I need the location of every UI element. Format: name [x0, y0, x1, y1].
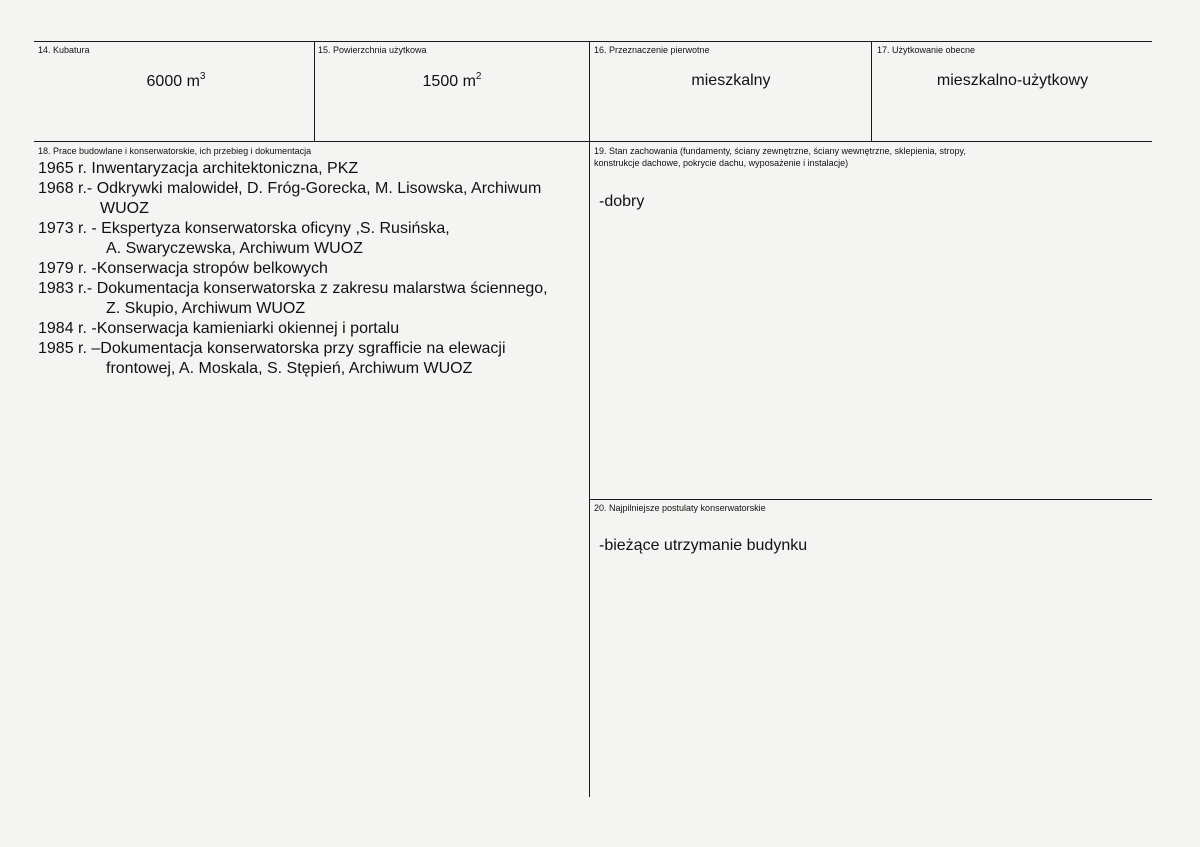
- entry-text: Dokumentacja konserwatorska z zakresu malarstwa ściennego,: [92, 280, 548, 297]
- postulaty-value: -bieżące utrzymanie budynku: [599, 537, 808, 554]
- postulaty-label: 20. Najpilniejsze postulaty konserwatorskie: [594, 503, 766, 513]
- kubatura-label: 14. Kubatura: [38, 45, 90, 55]
- powierzchnia-number: 1500 m: [422, 73, 476, 90]
- stan-label-line2: konstrukcje dachowe, pokrycie dachu, wyposażenie i instalacje): [594, 158, 849, 168]
- top-rule: [34, 41, 1152, 42]
- col-divider-2: [589, 41, 590, 797]
- entry-text: - Ekspertyza konserwatorska oficyny ,S. Rusińska,: [86, 220, 450, 237]
- stan-label-line1: 19. Stan zachowania (fundamenty, ściany zewnętrzne, ściany wewnętrzne, sklepienia, stropy,: [594, 146, 966, 156]
- list-item: [38, 219, 586, 239]
- section-19-20-divider: [589, 499, 1152, 500]
- uzytkowanie-label: 17. Użytkowanie obecne: [877, 45, 976, 55]
- row-divider: [34, 141, 1152, 142]
- stan-value: -dobry: [599, 193, 645, 210]
- list-item: [38, 339, 586, 359]
- przeznaczenie-label: 16. Przeznaczenie pierwotne: [594, 45, 710, 55]
- entry-text: -Konserwacja stropów belkowych: [86, 260, 328, 277]
- uzytkowanie-value: mieszkalno-użytkowy: [936, 72, 1089, 89]
- entry-text: -Konserwacja kamieniarki okiennej i portalu: [86, 320, 400, 337]
- entry-year: 1979 r.: [38, 260, 87, 277]
- entry-year: 1968 r.-: [38, 180, 93, 197]
- entry-continuation: WUOZ: [100, 200, 149, 217]
- list-item: [38, 159, 586, 179]
- powierzchnia-label: 15. Powierzchnia użytkowa: [318, 45, 427, 55]
- kubatura-value: [38, 71, 314, 91]
- list-item: [38, 179, 586, 199]
- powierzchnia-exponent: 2: [475, 71, 482, 82]
- list-item: [38, 279, 586, 299]
- prace-label: 18. Prace budowlane i konserwatorskie, ich przebieg i dokumentacja: [38, 146, 312, 156]
- entry-year: 1965 r.: [38, 160, 87, 177]
- kubatura-number: 6000 m: [146, 73, 200, 90]
- list-item: [38, 259, 586, 279]
- powierzchnia-value: [316, 71, 588, 91]
- przeznaczenie-value: mieszkalny: [691, 72, 771, 89]
- kubatura-exponent: 3: [199, 71, 206, 82]
- entry-year: 1984 r.: [38, 320, 87, 337]
- entry-year: 1985 r.: [38, 340, 87, 357]
- entry-text: Inwentaryzacja architektoniczna, PKZ: [86, 160, 359, 177]
- list-item: [38, 319, 586, 339]
- entry-continuation: Z. Skupio, Archiwum WUOZ: [106, 300, 306, 317]
- prace-entries-list: [38, 159, 586, 379]
- entry-year: 1973 r.: [38, 220, 87, 237]
- entry-text: –Dokumentacja konserwatorska przy sgrafficie na elewacji: [86, 340, 506, 357]
- entry-year: 1983 r.-: [38, 280, 93, 297]
- entry-text: Odkrywki malowideł, D. Fróg-Gorecka, M. Lisowska, Archiwum: [92, 180, 542, 197]
- col-divider-3: [871, 41, 872, 141]
- entry-continuation: frontowej, A. Moskala, S. Stępień, Archiwum WUOZ: [106, 360, 473, 377]
- col-divider-1: [314, 41, 315, 141]
- entry-continuation: A. Swaryczewska, Archiwum WUOZ: [106, 240, 363, 257]
